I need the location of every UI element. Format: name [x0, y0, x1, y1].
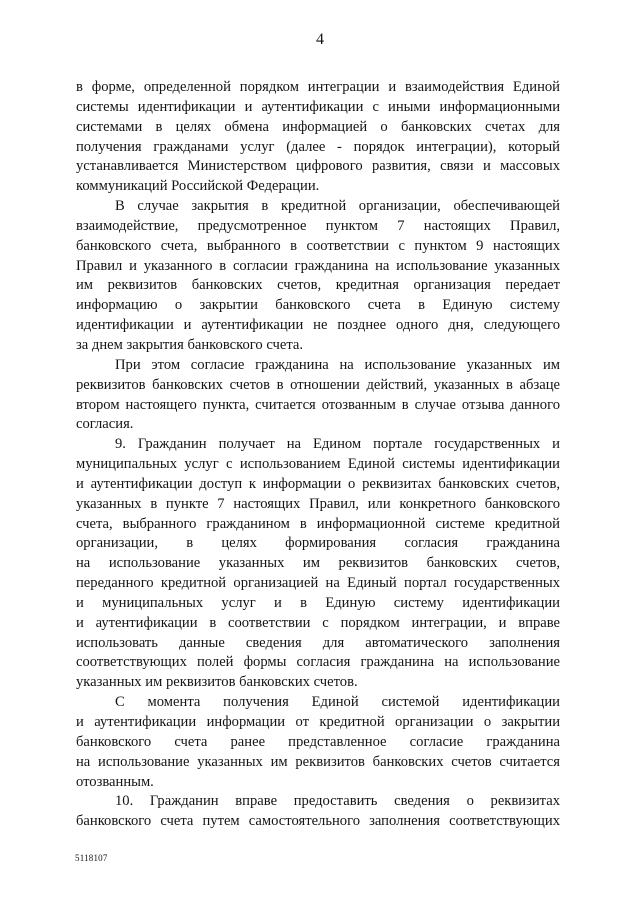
document-body [76, 78, 560, 832]
text-line: за днем закрытия банковского счета. [76, 336, 304, 353]
text-line: указанных в пункте 7 настоящих Правил, или конкретного банковского [76, 495, 560, 512]
text-line: Правил и указанного в согласии гражданина на использование указанных [76, 257, 560, 274]
text-line: организации, в целях формирования согласия гражданина [76, 535, 560, 552]
text-line: коммуникаций Российской Федерации. [76, 178, 320, 195]
text-line: устанавливается Министерством цифрового развития, связи и массовых [76, 158, 560, 175]
text-line: и муниципальных услуг и в Единую систему идентификации [76, 594, 560, 611]
text-line: переданного кредитной организацией на Единый портал государственных [76, 575, 560, 592]
text-line: втором настоящего пункта, считается отозванным в случае отзыва данного [76, 396, 560, 413]
text-line: В случае закрытия в кредитной организации, обеспечивающей [115, 198, 560, 215]
text-line: С момента получения Единой системой идентификации [115, 694, 560, 711]
paragraph [76, 693, 560, 792]
text-line: взаимодействие, предусмотренное пунктом 7 настоящих Правил, [76, 217, 560, 234]
text-line: им реквизитов банковских счетов, кредитная организация передает [76, 277, 560, 294]
text-line: банковского счета, выбранного в соответствии с пунктом 9 настоящих [76, 237, 560, 254]
text-line: и аутентификации в соответствии с порядком интеграции, и вправе [76, 614, 560, 631]
paragraph [76, 78, 560, 197]
text-line: использовать данные сведения для автоматического заполнения [76, 634, 560, 651]
text-line: согласия. [76, 416, 134, 433]
text-line: системы идентификации и аутентификации с иными информационными [76, 98, 560, 115]
text-line: соответствующих полей формы согласия гражданина на использование [76, 654, 560, 671]
text-line: банковского счета путем самостоятельного заполнения соответствующих [76, 813, 560, 830]
paragraph [76, 792, 560, 832]
text-line: получения гражданами услуг (далее - порядок интеграции), который [76, 138, 560, 155]
text-line: реквизитов банковских счетов в отношении действий, указанных в абзаце [76, 376, 560, 393]
text-line: 9. Гражданин получает на Едином портале государственных и [115, 436, 560, 453]
text-line: в форме, определенной порядком интеграции и взаимодействия Единой [76, 79, 560, 95]
text-line: на использование указанных им реквизитов банковских счетов считается [76, 753, 560, 770]
text-line: При этом согласие гражданина на использование указанных им [115, 356, 560, 373]
text-line: на использование указанных им реквизитов банковских счетов, [76, 555, 560, 572]
text-line: отозванным. [76, 773, 154, 790]
document-code: 5118107 [75, 853, 108, 863]
text-line: указанных им реквизитов банковских счетов. [76, 674, 358, 691]
text-line: и аутентификации доступ к информации о реквизитах банковских счетов, [76, 475, 560, 492]
page-number: 4 [316, 31, 324, 48]
text-line: счета, выбранного гражданином в информационной системе кредитной [76, 515, 560, 532]
text-line: идентификации и аутентификации не позднее одного дня, следующего [76, 317, 560, 334]
text-line: системами в целях обмена информацией о банковских счетах для [76, 118, 560, 135]
text-line: муниципальных услуг с использованием Единой системы идентификации [76, 456, 560, 473]
paragraph [76, 356, 560, 435]
paragraph [76, 435, 560, 693]
paragraph [76, 197, 560, 356]
text-line: и аутентификации информации от кредитной организации о закрытии [76, 714, 560, 730]
text-line: 10. Гражданин вправе предоставить сведения о реквизитах [115, 793, 560, 810]
text-line: банковского счета ранее представленное согласие гражданина [76, 733, 560, 750]
text-line: информацию о закрытии банковского счета в Единую систему [76, 297, 560, 314]
